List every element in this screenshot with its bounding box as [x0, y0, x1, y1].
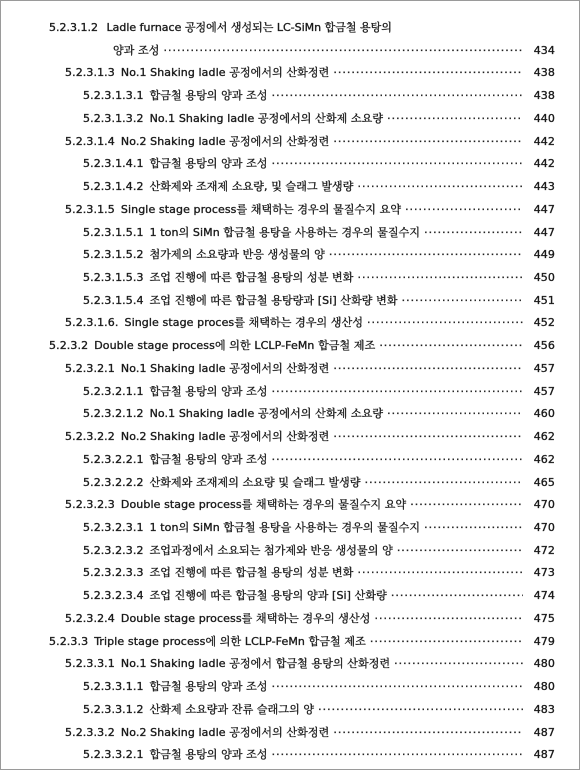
toc-entry-number: 5.2.3.1.5.3	[83, 271, 144, 284]
toc-entry-page: 447	[533, 225, 555, 239]
toc-entry-title: 산화제 소요량과 잔류 슬래그의 양	[149, 702, 315, 716]
toc-entry	[65, 133, 555, 149]
dot-leader	[272, 453, 523, 466]
dot-leader	[272, 680, 523, 693]
dot-leader	[358, 566, 524, 579]
toc-entry-number: 5.2.3.2.1.1	[83, 384, 144, 398]
dot-leader	[333, 135, 523, 148]
toc-entry-title: No.2 Shaking ladle 공정에서의 산화정련	[120, 725, 330, 739]
toc-entry-number: 5.2.3.1.5	[65, 202, 115, 216]
toc-entry-title: 1 ton의 SiMn 합금철 용탕을 사용하는 경우의 물질수지	[149, 225, 421, 239]
dot-leader	[379, 339, 523, 352]
toc-entry-number: 5.2.3.3.1.2	[83, 702, 144, 716]
dot-leader	[333, 430, 523, 443]
toc-entry-title: 합금철 용탕의 양과 조성	[149, 452, 268, 466]
toc-entry	[83, 405, 555, 421]
toc-entry-number: 5.2.3.1.4	[65, 134, 115, 148]
toc-entry-title: 합금철 용탕의 양과 조성	[149, 680, 268, 694]
toc-entry-page: 451	[533, 293, 555, 307]
toc-entry	[83, 87, 555, 103]
toc-entry-page: 479	[533, 634, 555, 648]
toc-entry-number: 5.2.3.2.2	[65, 430, 115, 444]
toc-entry	[65, 724, 555, 740]
toc-entry	[49, 337, 555, 353]
toc-entry-title: 산화제와 조재제 소요량, 및 슬래그 발생량	[149, 180, 354, 194]
toc-entry-number: 5.2.3.1.2	[49, 21, 98, 34]
dot-leader	[318, 703, 523, 716]
toc-entry-title: Double stage process를 채택하는 경우의 생산성	[120, 611, 371, 625]
toc-entry-title: No.1 Shaking ladle 공정에서의 산화정련	[120, 66, 330, 80]
toc-entry-number: 5.2.3.2.3	[65, 498, 115, 512]
toc-entry-title: No.1 Shaking ladle 공정에서의 산화제 소요량	[149, 111, 384, 125]
dot-leader	[164, 44, 523, 57]
toc-entry	[83, 746, 555, 762]
dot-leader	[397, 544, 523, 557]
toc-entry	[83, 542, 555, 558]
toc-entry	[83, 519, 555, 535]
toc-entry-page: 457	[533, 361, 555, 375]
toc-entry-page: 450	[533, 271, 555, 284]
toc-entry-number: 5.2.3.2.3.3	[83, 566, 144, 580]
dot-leader	[333, 362, 523, 375]
dot-leader	[387, 407, 523, 420]
toc-entry-number: 5.2.3.1.4.1	[83, 157, 144, 171]
dot-leader	[410, 498, 523, 511]
toc-entry-page: 460	[533, 407, 555, 421]
dot-leader	[387, 112, 523, 125]
toc-entry-number: 5.2.3.2.2.2	[83, 475, 144, 489]
toc-entry	[83, 155, 555, 171]
toc-entry-page: 462	[533, 430, 555, 444]
toc-entry	[65, 314, 555, 330]
toc-entry	[83, 110, 555, 126]
toc-entry-page: 438	[533, 89, 555, 103]
toc-entry-title: No.1 Shaking ladle 공정에서의 산화제 소요량	[149, 407, 384, 421]
toc-entry	[65, 610, 555, 626]
toc-entry-title: 합금철 용탕의 양과 조성	[149, 89, 268, 103]
toc-entry-page: 487	[533, 748, 555, 762]
dot-leader	[424, 226, 523, 239]
toc-entry-number: 5.2.3.3.1.1	[83, 680, 144, 694]
toc-entry	[49, 633, 555, 649]
toc-entry-page: 480	[533, 680, 555, 694]
toc-entry-number: 5.2.3.1.5.2	[83, 248, 144, 262]
toc-entry-page: 442	[533, 157, 555, 171]
toc-entry-title: No.2 Shaking ladle 공정에서의 산화정련	[120, 430, 330, 444]
toc-entry-page: 457	[533, 384, 555, 398]
toc-entry-page: 440	[533, 111, 555, 125]
dot-leader	[391, 589, 523, 602]
dot-leader	[374, 612, 523, 625]
toc-entry-number: 5.2.3.1.3.2	[83, 111, 144, 125]
dot-leader	[365, 476, 523, 489]
toc-entry-title: No.1 Shaking ladle 공정에서의 산화정련	[120, 361, 330, 375]
dot-leader	[370, 635, 523, 648]
toc-entry	[65, 496, 555, 512]
toc-entry-title: Double stage process에 의한 LCLP-FeMn 합금철 제조	[94, 339, 376, 353]
toc-entry-number: 5.2.3.3.1	[65, 657, 115, 671]
toc-entry-first-line	[49, 19, 392, 35]
toc-entry	[113, 42, 555, 58]
toc-entry-page: 475	[533, 611, 555, 625]
toc-entry	[65, 655, 555, 671]
dot-leader	[333, 726, 523, 739]
toc-entry	[83, 178, 555, 194]
toc-entry-number: 5.2.3.1.5.4	[83, 293, 144, 307]
toc-entry	[83, 474, 555, 490]
toc-entry-page: 452	[533, 316, 555, 330]
toc-entry-number: 5.2.3.2.1	[65, 361, 115, 375]
toc-entry-title: 합금철 용탕의 양과 조성	[149, 748, 268, 762]
toc-entry-page: 456	[533, 339, 555, 353]
toc-entry-number: 5.2.3.2	[49, 339, 89, 353]
toc-entry-title: 조업 진행에 따른 합금철 용탕량과 [Si] 산화량 변화	[149, 293, 398, 307]
toc-entry	[83, 383, 555, 399]
toc-entry	[83, 587, 555, 603]
dot-leader	[402, 294, 523, 307]
toc-entry-title: 합금철 용탕의 양과 조성	[149, 384, 268, 398]
toc-entry-page: 470	[533, 521, 555, 534]
dot-leader	[358, 180, 524, 193]
toc-entry-page: 470	[533, 498, 555, 512]
toc-entry-title: 합금철 용탕의 양과 조성	[149, 157, 268, 171]
toc-entry-title: 1 ton의 SiMn 합금철 용탕을 사용하는 경우의 물질수지	[149, 521, 421, 534]
toc-entry-number: 5.2.3.1.3.1	[83, 89, 144, 103]
toc-entry-title: 조업과정에서 소요되는 첨가제와 반응 생성물의 양	[149, 543, 393, 557]
toc-entry-page: 447	[533, 202, 555, 216]
dot-leader	[367, 316, 523, 329]
toc-entry	[65, 360, 555, 376]
dot-leader	[329, 248, 523, 261]
dot-leader	[272, 89, 523, 102]
dot-leader	[358, 271, 524, 284]
toc-entry-number: 5.2.3.1.4.2	[83, 180, 144, 194]
toc-entry-title: Triple stage process에 의한 LCLP-FeMn 합금철 제조	[94, 634, 366, 648]
toc-entry-title: No.2 Shaking ladle 공정에서의 산화정련	[120, 134, 330, 148]
toc-entry-title: Ladle furnace 공정에서 생성되는 LC-SiMn 합금철 용탕의	[106, 21, 392, 34]
toc-entry-page: 472	[533, 543, 555, 557]
toc-entry	[65, 201, 555, 217]
toc-entry	[83, 246, 555, 262]
toc-entry-number: 5.2.3.3.2	[65, 725, 115, 739]
toc-entry-number: 5.2.3.3.2.1	[83, 748, 144, 762]
dot-leader	[272, 157, 523, 170]
toc-entry-page: 434	[533, 43, 555, 57]
toc-entry-page: 449	[533, 248, 555, 262]
toc-entry-number: 5.2.3.1.5.1	[83, 225, 144, 239]
toc-entry-title: No.1 Shaking ladle 공정에서 합금철 용탕의 산화정련	[120, 657, 391, 671]
toc-entry-page: 465	[533, 475, 555, 489]
toc-entry-number: 5.2.3.2.2.1	[83, 452, 144, 466]
toc-entry-title: 산화제와 조재제의 소요량 및 슬래그 발생량	[149, 475, 361, 489]
toc-entry-title: 첨가제의 소요량과 반응 생성물의 양	[149, 248, 325, 262]
dot-leader	[272, 748, 523, 761]
toc-entry-page: 483	[533, 702, 555, 716]
dot-leader	[333, 66, 523, 79]
toc-entry-number: 5.2.3.1.3	[65, 66, 115, 80]
toc-entry-number: 5.2.3.2.3.1	[83, 521, 144, 534]
toc-entry-number: 5.2.3.2.3.4	[83, 589, 144, 603]
toc-entry	[65, 428, 555, 444]
toc-entry	[83, 701, 555, 717]
toc-entry-page: 480	[533, 657, 555, 671]
toc-entry	[83, 224, 555, 240]
toc-entry-page: 474	[533, 589, 555, 603]
dot-leader	[272, 385, 523, 398]
dot-leader	[405, 203, 523, 216]
toc-entry-title: 조업 진행에 따른 합금철 용탕의 성분 변화	[149, 566, 354, 580]
toc-entry-number: 5.2.3.2.3.2	[83, 543, 144, 557]
toc-entry-title: Single stage process를 채택하는 경우의 물질수지 요약	[120, 202, 402, 216]
toc-entry-page: 487	[533, 725, 555, 739]
toc-entry	[83, 269, 555, 285]
toc-entry-number: 5.2.3.2.4	[65, 611, 115, 625]
toc-entry-page: 443	[533, 180, 555, 194]
toc-entry	[83, 564, 555, 580]
toc-entry-number: 5.2.3.1.6.	[65, 316, 119, 330]
toc-entry	[83, 292, 555, 308]
toc-entry-number: 5.2.3.3	[49, 634, 89, 648]
dot-leader	[424, 521, 523, 534]
toc-entry-title-continuation: 양과 조성	[113, 43, 160, 57]
toc-entry-page: 473	[533, 566, 555, 580]
toc-entry	[83, 451, 555, 467]
toc-entry-number: 5.2.3.2.1.2	[83, 407, 144, 421]
dot-leader	[394, 657, 523, 670]
toc-entry	[65, 64, 555, 80]
toc-entry-page: 438	[533, 66, 555, 80]
toc-entry-page: 442	[533, 134, 555, 148]
toc-entry-page: 462	[533, 452, 555, 466]
toc-entry-title: Single stage proces를 채택하는 경우의 생산성	[124, 316, 364, 330]
toc-entry-title: 조업 진행에 따른 합금철 용탕의 양과 [Si] 산화량	[149, 589, 387, 603]
toc-entry-title: Double stage process를 채택하는 경우의 물질수지 요약	[120, 498, 407, 512]
toc-entry-title: 조업 진행에 따른 합금철 용탕의 성분 변화	[149, 271, 354, 284]
toc-entry	[83, 678, 555, 694]
